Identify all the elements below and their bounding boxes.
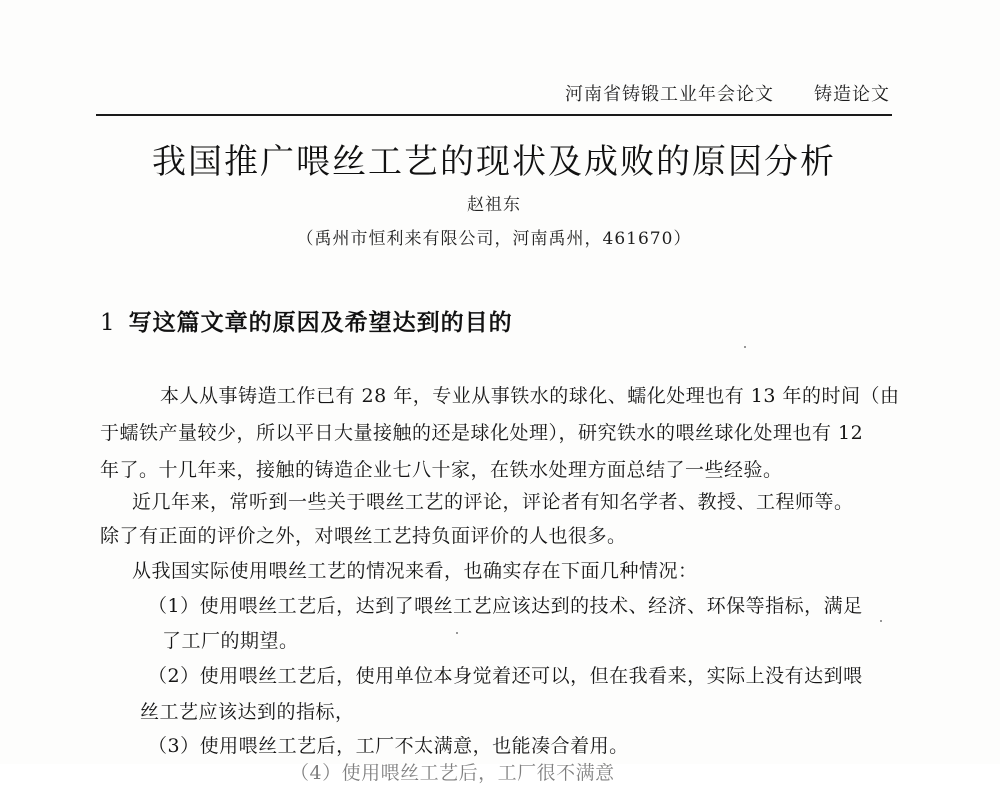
list-item-line: （3）使用喂丝工艺后，工厂不太满意，也能凑合着用。 [148, 735, 629, 757]
section-heading [100, 304, 513, 337]
section-title: 写这篇文章的原因及希望达到的目的 [128, 310, 513, 336]
scan-speck [880, 620, 882, 622]
body-line: 除了有正面的评价之外，对喂丝工艺持负面评价的人也很多。 [100, 525, 627, 547]
list-item-line: （4）使用喂丝工艺后，工厂很不满意 [290, 762, 615, 784]
list-item-line: 丝工艺应该达到的指标， [140, 701, 355, 723]
list-item-line: 了工厂的期望。 [162, 630, 299, 652]
running-header [565, 80, 890, 106]
header-divider [96, 114, 892, 116]
body-line: 本人从事铸造工作已有 28 年，专业从事铁水的球化、蠕化处理也有 13 年的时间（由 [160, 385, 900, 407]
list-item-line: （2）使用喂丝工艺后，使用单位本身觉着还可以，但在我看来，实际上没有达到喂 [148, 665, 863, 687]
scan-speck [456, 632, 458, 634]
body-line: 近几年来，常听到一些关于喂丝工艺的评论，评论者有知名学者、教授、工程师等。 [132, 491, 854, 513]
body-line: 于蠕铁产量较少，所以平日大量接触的还是球化处理），研究铁水的喂丝球化处理也有 12 [100, 422, 864, 444]
body-line: 从我国实际使用喂丝工艺的情况来看，也确实存在下面几种情况： [132, 560, 698, 582]
section-number: 1 [100, 310, 115, 336]
article-title: 我国推广喂丝工艺的现状及成败的原因分析 [152, 142, 836, 182]
paper-category: 铸造论文 [814, 84, 890, 105]
author-affiliation: （禹州市恒利来有限公司，河南禹州，461670） [296, 229, 692, 249]
author-name: 赵祖东 [467, 195, 521, 215]
list-item-line: （1）使用喂丝工艺后，达到了喂丝工艺应该达到的技术、经济、环保等指标，满足 [148, 595, 863, 617]
journal-name: 河南省铸锻工业年会论文 [565, 84, 774, 105]
scan-speck [744, 346, 746, 348]
body-line: 年了。十几年来，接触的铸造企业七八十家，在铁水处理方面总结了一些经验。 [100, 459, 783, 481]
